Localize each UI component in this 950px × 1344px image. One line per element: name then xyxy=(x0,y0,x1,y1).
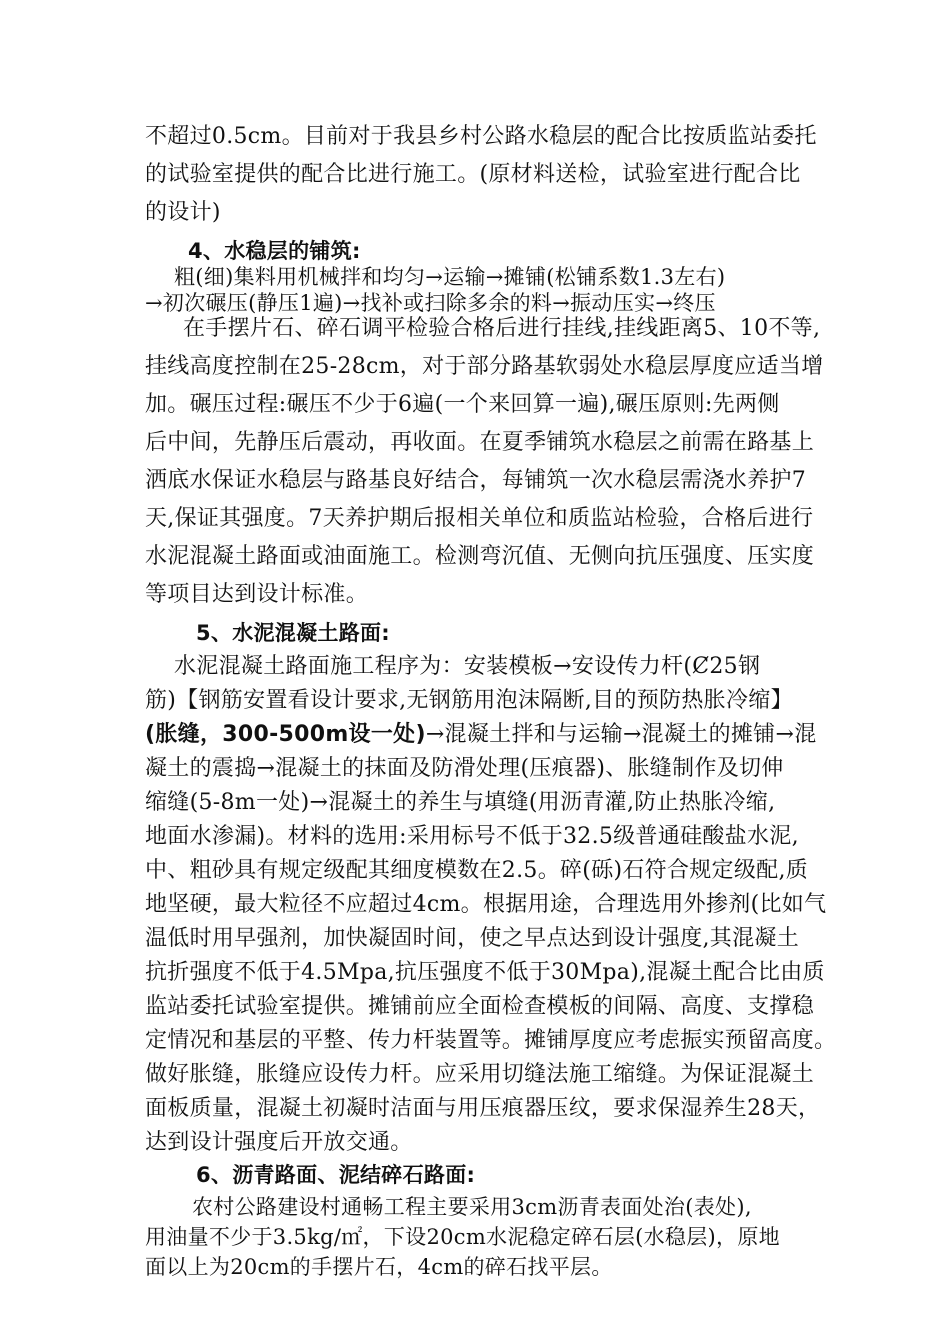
text-line: 的设计) xyxy=(145,200,221,225)
text-span: →混凝土拌和与运输→混凝土的摊铺→混 xyxy=(425,722,817,747)
text-line: 定情况和基层的平整、传力杆装置等。摊铺厚度应考虑振实预留高度。 xyxy=(145,1028,837,1053)
section6-heading: 6、沥青路面、泥结碎石路面: xyxy=(196,1163,476,1187)
text-line: 农村公路建设村通畅工程主要采用3cm沥青表面处治(表处), xyxy=(192,1195,752,1219)
expansion-joint-note: (胀缝，300-500m设一处) xyxy=(145,722,426,747)
text-line: 的试验室提供的配合比进行施工。(原材料送检，试验室进行配合比 xyxy=(145,162,801,187)
text-line: 用油量不少于3.5kg/㎡，下设20cm水泥稳定碎石层(水稳层)，原地 xyxy=(145,1225,780,1249)
process-line: →初次碾压(静压1遍)→找补或扫除多余的料→振动压实→终压 xyxy=(145,291,716,315)
section4-heading: 4、水稳层的铺筑: xyxy=(188,239,361,263)
text-line: 洒底水保证水稳层与路基良好结合，每铺筑一次水稳层需浇水养护7 xyxy=(145,468,806,493)
text-line: 后中间，先静压后震动，再收面。在夏季铺筑水稳层之前需在路基上 xyxy=(145,430,815,455)
text-line xyxy=(145,720,817,750)
text-line: 温低时用早强剂，加快凝固时间，使之早点达到设计强度,其混凝土 xyxy=(145,926,799,951)
text-line: 缩缝(5-8m一处)→混凝土的养生与填缝(用沥青灌,防止热胀冷缩, xyxy=(145,790,776,815)
text-line: 面板质量，混凝土初凝时洁面与用压痕器压纹，要求保湿养生28天， xyxy=(145,1096,821,1121)
text-line: 面以上为20cm的手摆片石，4cm的碎石找平层。 xyxy=(145,1255,613,1279)
text-line: 天,保证其强度。7天养护期后报相关单位和质监站检验，合格后进行 xyxy=(145,506,814,531)
text-line: 不超过0.5cm。目前对于我县乡村公路水稳层的配合比按质监站委托 xyxy=(145,124,817,149)
text-line: 水泥混凝土路面或油面施工。检测弯沉值、无侧向抗压强度、压实度 xyxy=(145,544,815,569)
text-line: 挂线高度控制在25-28cm，对于部分路基软弱处水稳层厚度应适当增 xyxy=(145,354,824,379)
process-line: 粗(细)集料用机械拌和均匀→运输→摊铺(松铺系数1.3左右) xyxy=(174,265,726,289)
text-line: 达到设计强度后开放交通。 xyxy=(145,1130,413,1155)
text-line: 加。碾压过程:碾压不少于6遍(一个来回算一遍),碾压原则:先两侧 xyxy=(145,392,780,417)
section5-heading: 5、水泥混凝土路面: xyxy=(196,621,391,645)
text-line: 水泥混凝土路面施工程序为：安装模板→安设传力杆(Ȼ25钢 xyxy=(174,654,761,679)
text-line: 凝土的震捣→混凝土的抹面及防滑处理(压痕器)、胀缝制作及切伸 xyxy=(145,756,784,781)
text-line: 监站委托试验室提供。摊铺前应全面检查模板的间隔、高度、支撑稳 xyxy=(145,994,815,1019)
text-line: 等项目达到设计标准。 xyxy=(145,582,369,607)
text-line: 在手摆片石、碎石调平检验合格后进行挂线,挂线距离5、10不等, xyxy=(183,316,821,341)
text-line: 做好胀缝，胀缝应设传力杆。应采用切缝法施工缩缝。为保证混凝土 xyxy=(145,1062,815,1087)
text-line: 地面水渗漏)。材料的选用:采用标号不低于32.5级普通硅酸盐水泥, xyxy=(145,824,799,849)
text-line: 抗折强度不低于4.5Mpa,抗压强度不低于30Mpa),混凝土配合比由质 xyxy=(145,960,825,985)
text-line: 筋)【钢筋安置看设计要求,无钢筋用泡沫隔断,目的预防热胀冷缩】 xyxy=(145,688,793,713)
text-line: 中、粗砂具有规定级配其细度模数在2.5。碎(砾)石符合规定级配,质 xyxy=(145,858,809,883)
text-line: 地坚硬，最大粒径不应超过4cm。根据用途，合理选用外掺剂(比如气 xyxy=(145,892,827,917)
